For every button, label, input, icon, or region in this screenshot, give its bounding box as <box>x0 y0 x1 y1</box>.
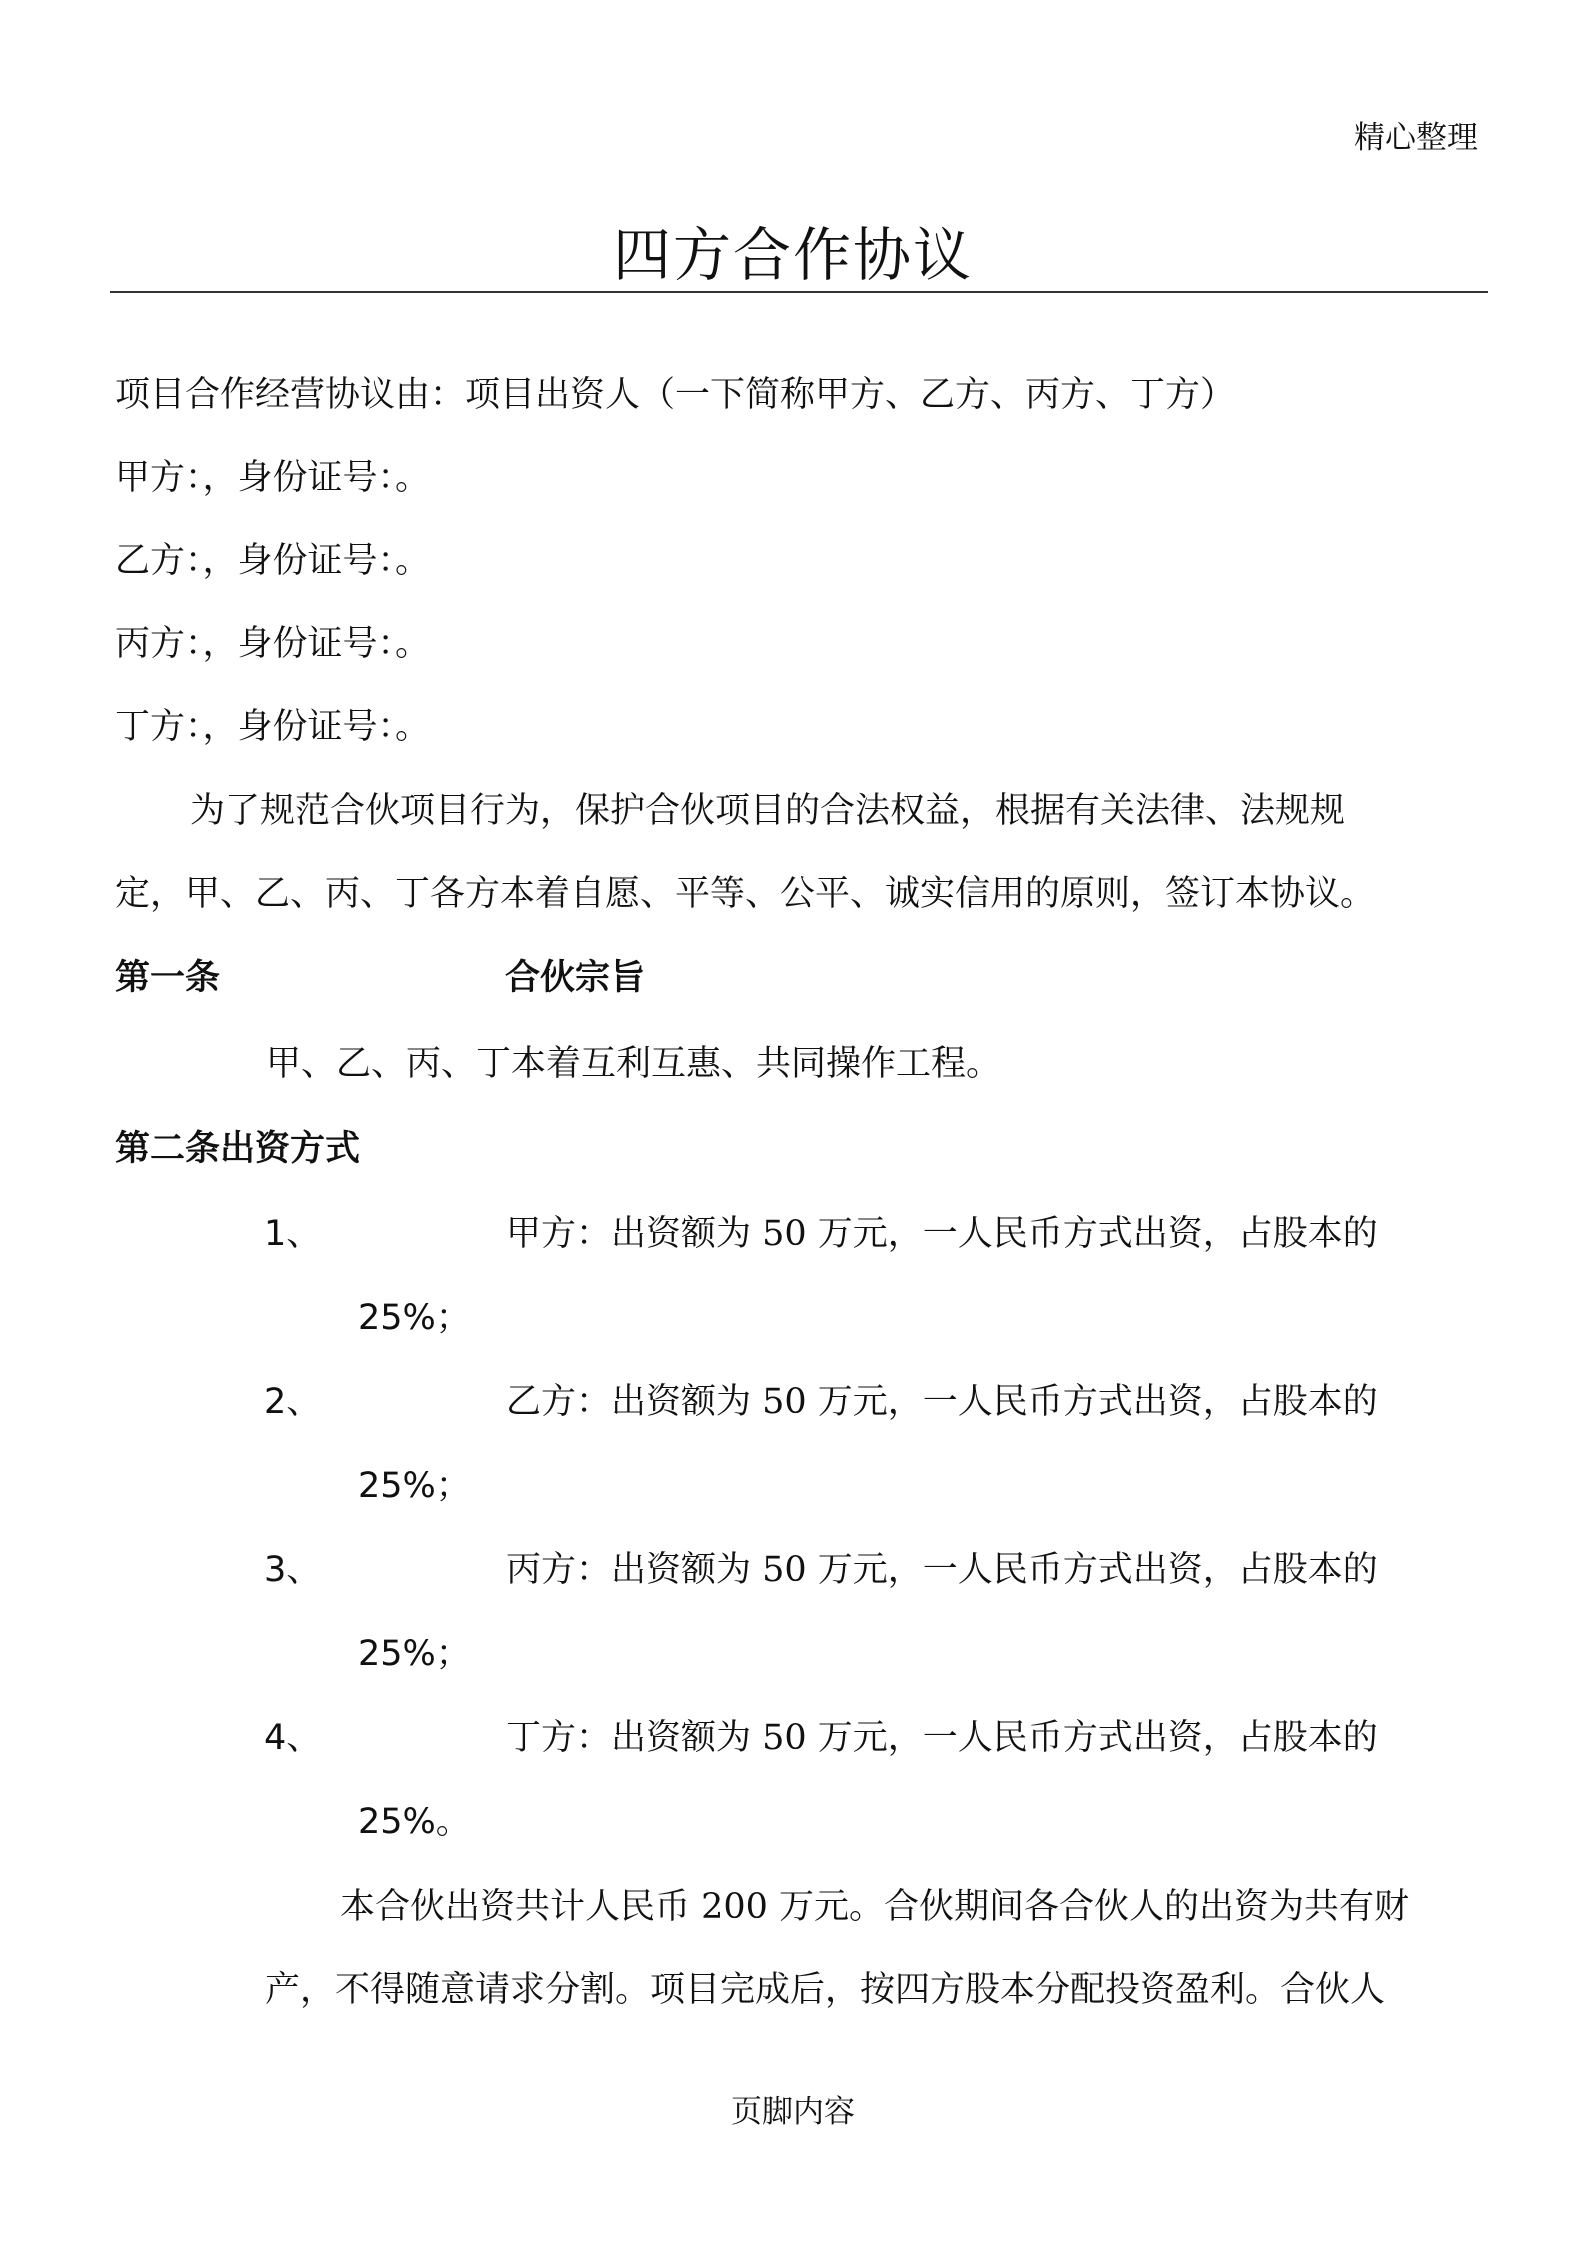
contribution-item-3-share: 25%； <box>358 1634 471 1674</box>
article-2-heading: 第二条出资方式 <box>115 1128 361 1169</box>
contribution-item-1-share: 25%； <box>358 1298 471 1338</box>
contribution-item-2-number: 2、 <box>264 1382 322 1422</box>
contribution-item-3-text: 丙方：出资额为 50 万元，一人民币方式出资，占股本的 <box>506 1550 1378 1590</box>
party-bing: 丙方：，身份证号：。 <box>115 624 431 664</box>
contribution-item-2-text: 乙方：出资额为 50 万元，一人民币方式出资，占股本的 <box>506 1382 1378 1422</box>
contribution-item-4-number: 4、 <box>264 1718 322 1758</box>
contribution-item-4-share: 25%。 <box>358 1802 471 1842</box>
party-yi: 乙方：，身份证号：。 <box>115 541 431 581</box>
contribution-item-1-text: 甲方：出资额为 50 万元，一人民币方式出资，占股本的 <box>506 1214 1378 1254</box>
intro-line: 项目合作经营协议由：项目出资人（一下简称甲方、乙方、丙方、丁方） <box>115 375 1236 415</box>
party-jia: 甲方：，身份证号：。 <box>115 458 431 498</box>
document-title: 四方合作协议 <box>612 221 973 289</box>
article-1-heading: 合伙宗旨 <box>505 957 646 998</box>
contribution-item-2-share: 25%； <box>358 1466 471 1506</box>
title-underline <box>110 291 1488 293</box>
page-header: 精心整理 <box>1354 120 1478 156</box>
summary-line-2: 产，不得随意请求分割。项目完成后，按四方股本分配投资盈利。合伙人 <box>265 1970 1386 2010</box>
preamble-line-2: 定，甲、乙、丙、丁各方本着自愿、平等、公平、诚实信用的原则，签订本协议。 <box>115 874 1376 914</box>
contribution-item-1-number: 1、 <box>264 1214 322 1254</box>
preamble-line-1: 为了规范合伙项目行为，保护合伙项目的合法权益，根据有关法律、法规规 <box>190 791 1346 831</box>
page-footer: 页脚内容 <box>731 2094 855 2130</box>
contribution-item-3-number: 3、 <box>264 1550 322 1590</box>
summary-line-1: 本合伙出资共计人民币 200 万元。合伙期间各合伙人的出资为共有财 <box>340 1887 1410 1927</box>
article-1-number: 第一条 <box>115 957 221 998</box>
article-1-body: 甲、乙、丙、丁本着互利互惠、共同操作工程。 <box>266 1044 1002 1084</box>
contribution-item-4-text: 丁方：出资额为 50 万元，一人民币方式出资，占股本的 <box>506 1718 1378 1758</box>
party-ding: 丁方：，身份证号：。 <box>115 707 431 747</box>
